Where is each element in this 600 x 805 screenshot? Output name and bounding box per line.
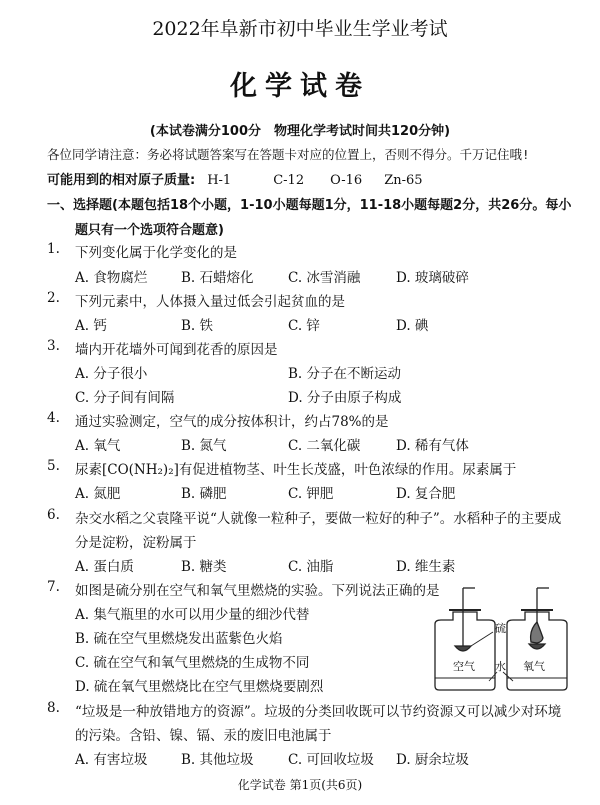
question-text: 墙内开花墙外可闻到花香的原因是	[75, 342, 278, 358]
atom-mass: Zn-65	[384, 173, 423, 188]
option-c: C. 钾肥	[288, 486, 334, 502]
atom-mass: C-12	[273, 173, 305, 188]
option-b: B. 分子在不断运动	[288, 366, 402, 382]
option-a: A. 食物腐烂	[75, 270, 148, 286]
atoms-label: 可能用到的相对原子质量:	[47, 173, 196, 188]
question-text: “垃圾是一种放错地方的资源”。垃圾的分类回收既可以节约资源又可以减少对环境	[75, 704, 562, 720]
option-b: B. 铁	[181, 318, 214, 334]
option-b: B. 氮气	[181, 438, 227, 454]
option-d: D. 玻璃破碎	[396, 270, 469, 286]
option-b: B. 其他垃圾	[181, 752, 254, 768]
notice-text: 各位同学请注意：务必将试题答案写在答题卡对应的位置上，否则不得分。千万记住哦!	[47, 147, 530, 162]
flame-icon	[531, 622, 543, 643]
question-number: 8.	[47, 700, 60, 716]
option-c: C. 锌	[288, 318, 320, 334]
question-text: 杂交水稻之父袁隆平说“人就像一粒种子，要做一粒好的种子”。水稻种子的主要成	[75, 511, 562, 527]
question-text-cont: 的污染。含铅、镍、镉、汞的废旧电池属于	[75, 728, 332, 744]
option-d: D. 稀有气体	[396, 438, 469, 454]
subject-title: 化学试卷	[230, 71, 370, 102]
question-number: 1.	[47, 241, 60, 257]
option-a: A. 有害垃圾	[75, 752, 148, 768]
option-c: C. 硫在空气和氧气里燃烧的生成物不同	[75, 655, 310, 671]
label-oxygen: 氧气	[523, 660, 545, 673]
option-c: C. 二氧化碳	[288, 438, 361, 454]
page-footer: 化学试卷 第1页(共6页)	[237, 778, 363, 792]
water-leader-left	[489, 672, 497, 681]
question-number: 6.	[47, 507, 60, 523]
option-d: D. 分子由原子构成	[288, 390, 402, 406]
label-water: 水	[495, 660, 506, 673]
question-number: 5.	[47, 458, 60, 474]
option-a: A. 氧气	[75, 438, 121, 454]
option-d: D. 维生素	[396, 559, 456, 575]
option-d: D. 硫在氧气里燃烧比在空气里燃烧要剧烈	[75, 679, 324, 695]
option-c: C. 可回收垃圾	[288, 752, 374, 768]
option-a: A. 氮肥	[75, 486, 121, 502]
water-leader-right	[503, 672, 513, 681]
option-a: A. 分子很小	[75, 366, 148, 382]
label-sulfur: 硫	[495, 622, 506, 635]
atomic-masses	[47, 169, 423, 188]
sulfur-leader-line	[471, 632, 493, 646]
question-text: 通过实验测定，空气的成分按体积计，约占78%的是	[75, 414, 389, 430]
option-c: C. 冰雪消融	[288, 270, 361, 286]
sulfur-combustion-figure	[425, 582, 575, 694]
question-text: 如图是硫分别在空气和氧气里燃烧的实验。下列说法正确的是	[75, 583, 440, 599]
option-b: B. 硫在空气里燃烧发出蓝紫色火焰	[75, 631, 283, 647]
question-number: 3.	[47, 338, 60, 354]
question-number: 2.	[47, 290, 60, 306]
option-b: B. 磷肥	[181, 486, 227, 502]
option-d: D. 复合肥	[396, 486, 456, 502]
option-d: D. 碘	[396, 318, 429, 334]
atom-mass: H-1	[207, 173, 232, 188]
exam-note: (本试卷满分100分 物理化学考试时间共120分钟)	[149, 124, 451, 139]
option-b: B. 石蜡熔化	[181, 270, 254, 286]
section-heading-cont: 题只有一个选项符合题意)	[75, 223, 224, 238]
option-d: D. 厨余垃圾	[396, 752, 469, 768]
question-text: 尿素[CO(NH₂)₂]有促进植物茎、叶生长茂盛，叶色浓绿的作用。尿素属于	[75, 462, 517, 478]
atom-mass: O-16	[330, 173, 363, 188]
question-number: 7.	[47, 579, 60, 595]
option-a: A. 蛋白质	[75, 559, 134, 575]
question-text: 下列变化属于化学变化的是	[75, 245, 237, 261]
spoon-bowl-right	[529, 644, 545, 649]
option-c: C. 油脂	[288, 559, 334, 575]
spoon-bowl-left	[455, 646, 471, 651]
option-b: B. 糖类	[181, 559, 227, 575]
option-c: C. 分子间有间隔	[75, 390, 175, 406]
question-number: 4.	[47, 410, 60, 426]
question-text-cont: 分是淀粉，淀粉属于	[75, 535, 197, 551]
label-air: 空气	[453, 660, 475, 673]
option-a: A. 钙	[75, 318, 107, 334]
question-text: 下列元素中，人体摄入量过低会引起贫血的是	[75, 294, 345, 310]
section-heading: 一、选择题(本题包括18个小题，1-10小题每题1分，11-18小题每题2分，共26分。每小	[47, 198, 572, 213]
exam-title: 2022年阜新市初中毕业生学业考试	[152, 18, 448, 40]
option-a: A. 集气瓶里的水可以用少量的细沙代替	[75, 607, 310, 623]
